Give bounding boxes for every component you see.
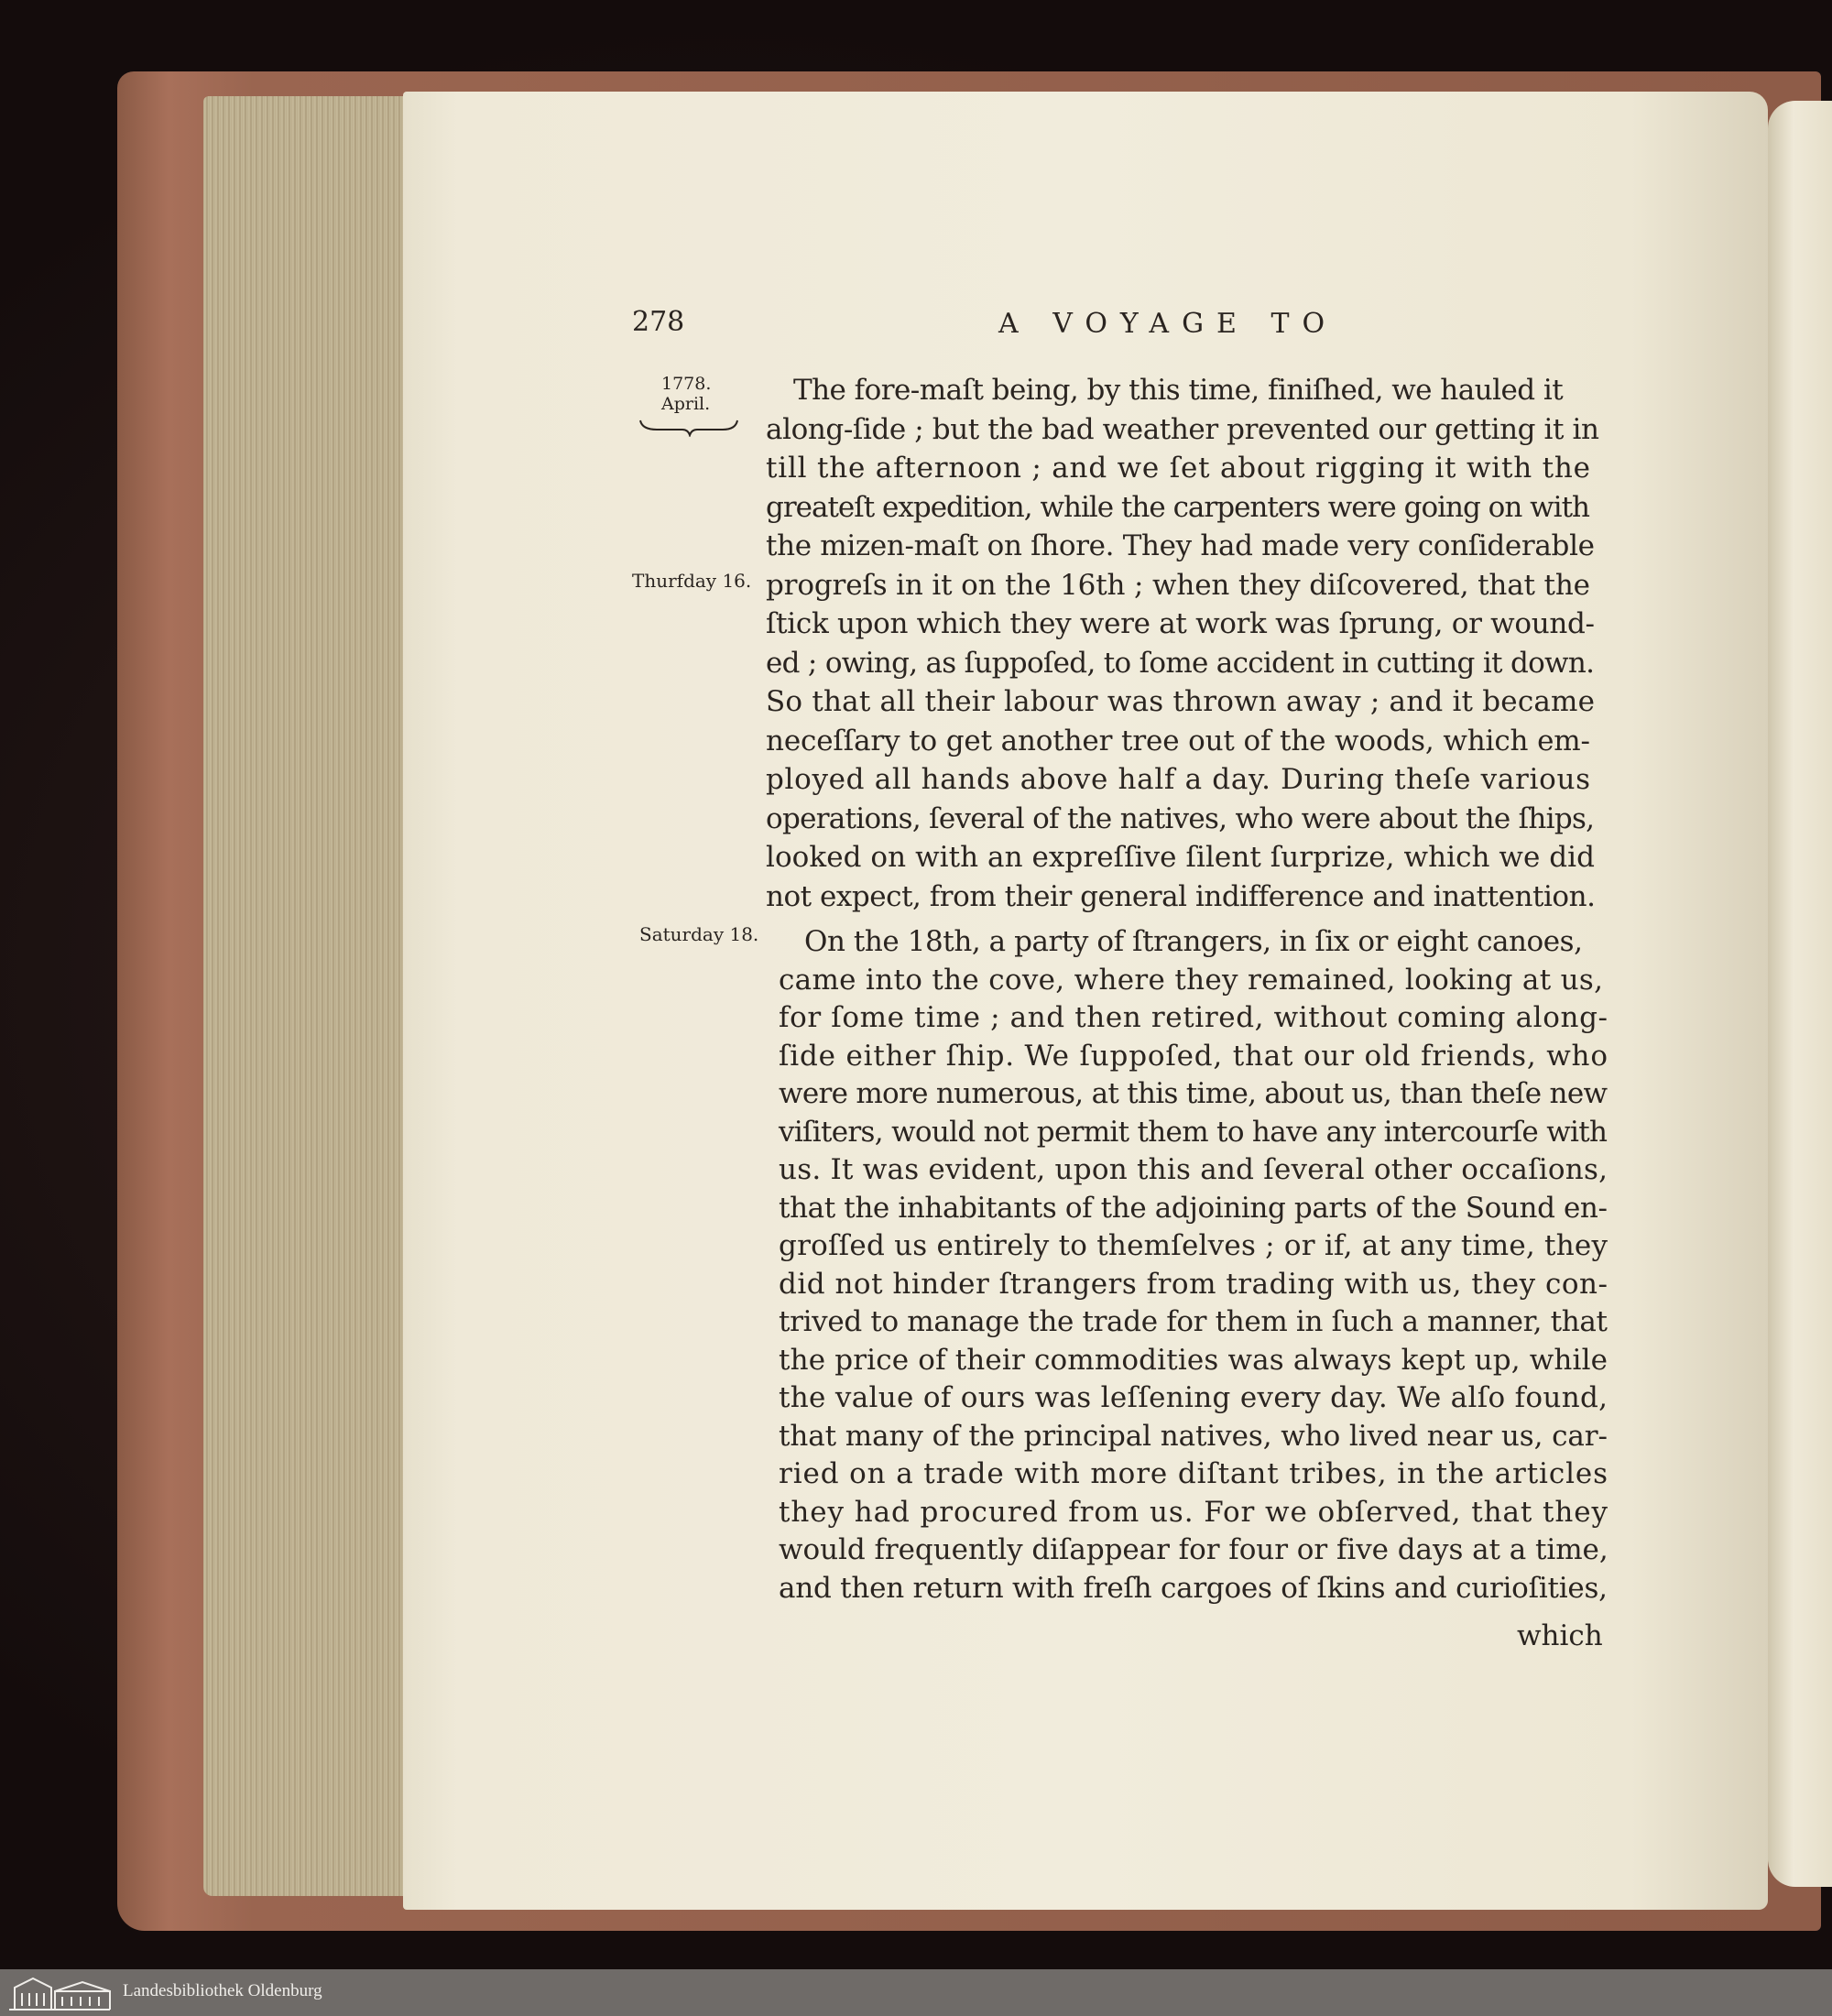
body-line: trived to manage the trade for them in ſuch a manner, that (779, 1305, 1608, 1338)
footer-label: Landesbibliothek Oldenburg (123, 1981, 322, 2000)
body-line: they had procured from us. For we obſerved, that they (779, 1495, 1608, 1529)
body-line: till the afternoon ; and we ſet about rigging it with the (766, 452, 1591, 485)
catchword: which (1517, 1619, 1603, 1652)
body-line: the value of ours was leſſening every day. We alſo found, (779, 1381, 1608, 1414)
body-line: ſtick upon which they were at work was ſprung, or wound- (766, 607, 1595, 640)
margin-brace-icon (638, 417, 739, 437)
body-line: the price of their commodities was always kept up, while (779, 1343, 1608, 1377)
margin-note-year: 1778. (661, 374, 712, 394)
margin-note-saturday: Saturday 18. (639, 923, 759, 945)
body-line: looked on with an expreſſive ſilent ſurprize, which we did (766, 841, 1596, 874)
body-line: came into the cove, where they remained, looking at us, (779, 963, 1604, 997)
margin-note-month: April. (661, 394, 711, 414)
page-number: 278 (632, 306, 685, 338)
body-line: and then return with freſh cargoes of ſkins and curioſities, (779, 1571, 1608, 1605)
body-line: along-ſide ; but the bad weather prevented our getting it in (766, 412, 1599, 446)
body-line: viſiters, would not permit them to have any intercourſe with (779, 1115, 1608, 1149)
body-line: ed ; owing, as ſuppoſed, to ſome accident in cutting it down. (766, 646, 1595, 680)
body-line: not expect, from their general indifference and inattention. (766, 879, 1596, 913)
page-title: A VOYAGE TO (998, 308, 1338, 340)
body-line: greateſt expedition, while the carpenters were going on with (766, 490, 1589, 524)
body-line: the mizen-maſt on ſhore. They had made very conſiderable (766, 529, 1595, 562)
margin-note-thursday: Thurfday 16. (632, 570, 752, 592)
body-line: So that all their labour was thrown away ; and it became (766, 685, 1596, 718)
body-line: were more numerous, at this time, about us, than theſe new (779, 1077, 1608, 1110)
body-line: ſide either ſhip. We ſuppoſed, that our old friends, who (779, 1039, 1608, 1073)
body-line: ployed all hands above half a day. During theſe various (766, 763, 1591, 796)
body-line: The fore-maſt being, by this time, finiſhed, we hauled it (793, 374, 1564, 407)
body-line: On the 18th, a party of ſtrangers, in ſix or eight canoes, (804, 925, 1583, 958)
body-line: neceſſary to get another tree out of the woods, which em- (766, 724, 1590, 757)
page-edges (203, 96, 419, 1896)
body-line: operations, ſeveral of the natives, who were about the ſhips, (766, 801, 1595, 835)
library-building-icon (5, 1975, 114, 2011)
running-head (632, 306, 1603, 352)
body-line: for ſome time ; and then retired, without coming along- (779, 1001, 1608, 1034)
body-line: that many of the principal natives, who lived near us, car- (779, 1419, 1608, 1453)
footer-bar (0, 1969, 1832, 2016)
body-line: progreſs in it on the 16th ; when they diſcovered, that the (766, 568, 1590, 602)
body-line: groſſed us entirely to themſelves ; or if, at any time, they (779, 1229, 1608, 1262)
facing-page-edge (1768, 101, 1832, 1887)
body-line: did not hinder ſtrangers from trading with us, they con- (779, 1267, 1608, 1301)
body-line: that the inhabitants of the adjoining parts of the Sound en- (779, 1191, 1608, 1225)
body-line: ried on a trade with more diſtant tribes, in the articles (779, 1457, 1608, 1490)
body-line: would frequently diſappear for four or five days at a time, (779, 1533, 1608, 1566)
body-line: us. It was evident, upon this and ſeveral other occaſions, (779, 1153, 1608, 1186)
